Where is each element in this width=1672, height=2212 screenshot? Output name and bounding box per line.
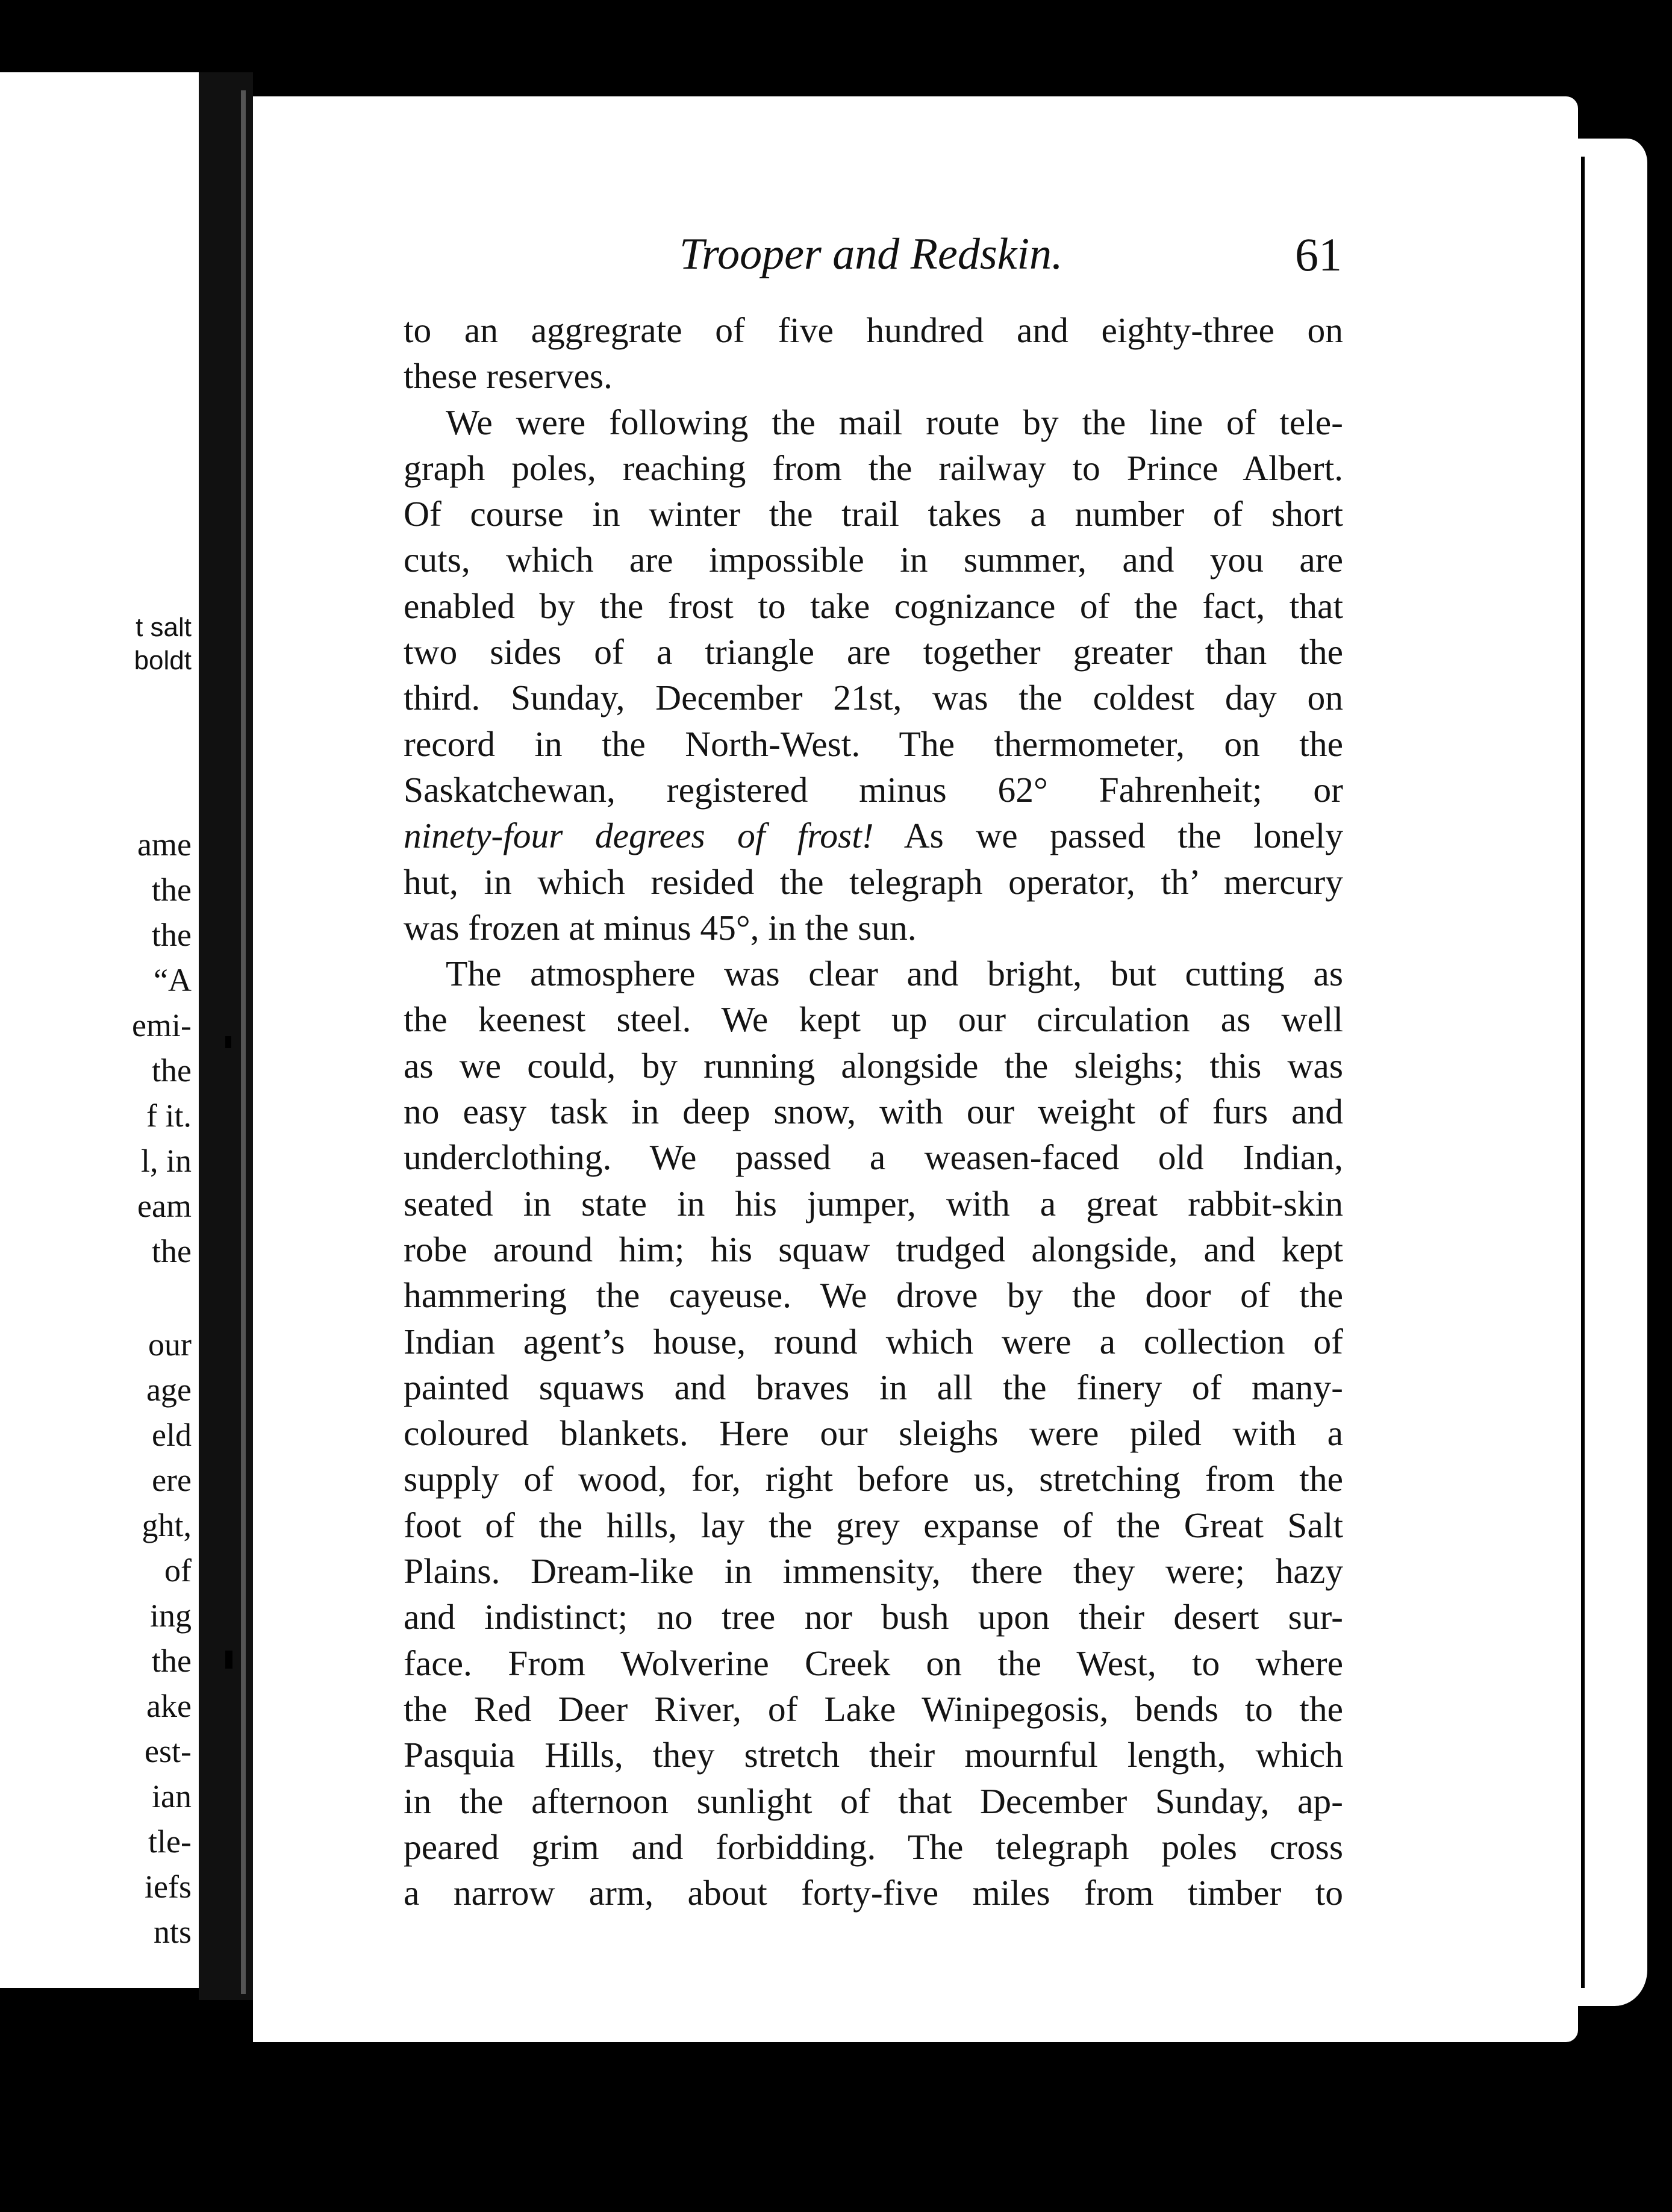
left-fragment: the: [152, 1643, 192, 1679]
left-fragment: ian: [152, 1778, 192, 1814]
scan-mark: [225, 1651, 232, 1669]
left-fragment: iefs: [145, 1869, 192, 1905]
text-line: hammering the cayeuse. We drove by the door of the: [404, 1275, 1343, 1316]
text-line: Of course in winter the trail takes a number of short: [404, 494, 1343, 534]
text-line: Plains. Dream-like in immensity, there they were; hazy: [404, 1551, 1343, 1592]
left-fragment: the: [152, 917, 192, 953]
text-line: to an aggregrate of five hundred and eighty-three on: [404, 310, 1343, 350]
left-fragment: ght,: [142, 1507, 192, 1543]
left-fragment: of: [164, 1552, 192, 1589]
text-line: record in the North-West. The thermometer, on the: [404, 723, 1343, 764]
left-fragment: ing: [149, 1598, 192, 1634]
left-fragment: age: [146, 1372, 192, 1408]
text-line: graph poles, reaching from the railway to Prince Albert.: [404, 448, 1343, 488]
text-line: as we could, by running alongside the sleighs; this was: [404, 1045, 1343, 1086]
text-line: Pasquia Hills, they stretch their mournful length, which: [404, 1735, 1343, 1775]
left-fragment: eld: [152, 1417, 192, 1453]
italic-phrase: ninety-four degrees of frost!: [404, 816, 874, 856]
text-line: seated in state in his jumper, with a great rabbit-skin: [404, 1183, 1343, 1223]
left-fragment: ake: [146, 1688, 192, 1724]
text-line: third. Sunday, December 21st, was the coldest day on: [404, 678, 1343, 718]
text-line: We were following the mail route by the line of tele-: [446, 402, 1343, 442]
left-fragment: the: [152, 1233, 192, 1269]
text-line: peared grim and forbidding. The telegraph poles cross: [404, 1826, 1343, 1867]
text-line: Indian agent’s house, round which were a collection of: [404, 1321, 1343, 1361]
body-text: [404, 307, 1343, 1916]
left-fragment: ere: [152, 1462, 192, 1498]
text-line: painted squaws and braves in all the finery of many-: [404, 1367, 1343, 1407]
text-line: a narrow arm, about forty-five miles from timber to: [404, 1873, 1343, 1913]
running-head: Trooper and Redskin.: [679, 230, 1063, 279]
page-edge-line: [1581, 157, 1585, 1988]
text-line: no easy task in deep snow, with our weight of furs and: [404, 1092, 1343, 1132]
text-line: underclothing. We passed a weasen-faced old Indian,: [404, 1137, 1343, 1178]
left-fragment: boldt: [134, 646, 192, 675]
text-line: hut, in which resided the telegraph operator, th’ mercury: [404, 861, 1343, 902]
text-line: supply of wood, for, right before us, stretching from the: [404, 1459, 1343, 1499]
text-line: face. From Wolverine Creek on the West, to where: [404, 1643, 1343, 1683]
text-line: two sides of a triangle are together greater than the: [404, 632, 1343, 672]
scan-mark: [225, 1036, 231, 1048]
text-line: The atmosphere was clear and bright, but cutting as: [446, 954, 1343, 994]
text-line: was frozen at minus 45°, in the sun.: [404, 907, 917, 948]
text-line: these reserves.: [404, 356, 613, 396]
text-line: robe around him; his squaw trudged alongside, and kept: [404, 1229, 1343, 1269]
text-line: in the afternoon sunlight of that December Sunday, ap-: [404, 1781, 1343, 1821]
left-fragment: ame: [137, 826, 192, 863]
text-line: coloured blankets. Here our sleighs were piled with a: [404, 1413, 1343, 1454]
text-line-italic: ninety-four degrees of frost! As we passed the lonely: [404, 816, 1344, 856]
left-fragment: the: [152, 1052, 192, 1089]
page-number: 61: [1295, 228, 1342, 281]
left-fragment: t salt: [136, 613, 192, 642]
left-fragment: nts: [153, 1914, 192, 1950]
page-edge: [1566, 139, 1651, 2006]
text-line: Saskatchewan, registered minus 62° Fahrenheit; or: [404, 769, 1343, 810]
text-line: cuts, which are impossible in summer, and you are: [404, 540, 1343, 580]
text-line: foot of the hills, lay the grey expanse of the Great Salt: [404, 1505, 1343, 1545]
left-fragment: eam: [137, 1188, 192, 1224]
text-line: enabled by the frost to take cognizance of the fact, that: [404, 586, 1343, 626]
left-fragment: our: [148, 1326, 192, 1363]
left-fragment: l, in: [140, 1143, 192, 1179]
text-line: the keenest steel. We kept up our circulation as well: [404, 999, 1343, 1040]
left-facing-page: [0, 72, 202, 1988]
left-fragment: est-: [145, 1733, 192, 1769]
text-line: and indistinct; no tree nor bush upon their desert sur-: [404, 1597, 1343, 1637]
text-line: the Red Deer River, of Lake Winipegosis, bends to the: [404, 1689, 1343, 1729]
left-fragment: “A: [154, 962, 192, 998]
left-fragment: the: [152, 872, 192, 908]
left-fragment: tle-: [148, 1823, 192, 1860]
left-fragment: f it.: [146, 1098, 192, 1134]
gutter-shadow: [241, 90, 246, 1994]
left-fragment: emi-: [132, 1007, 192, 1043]
